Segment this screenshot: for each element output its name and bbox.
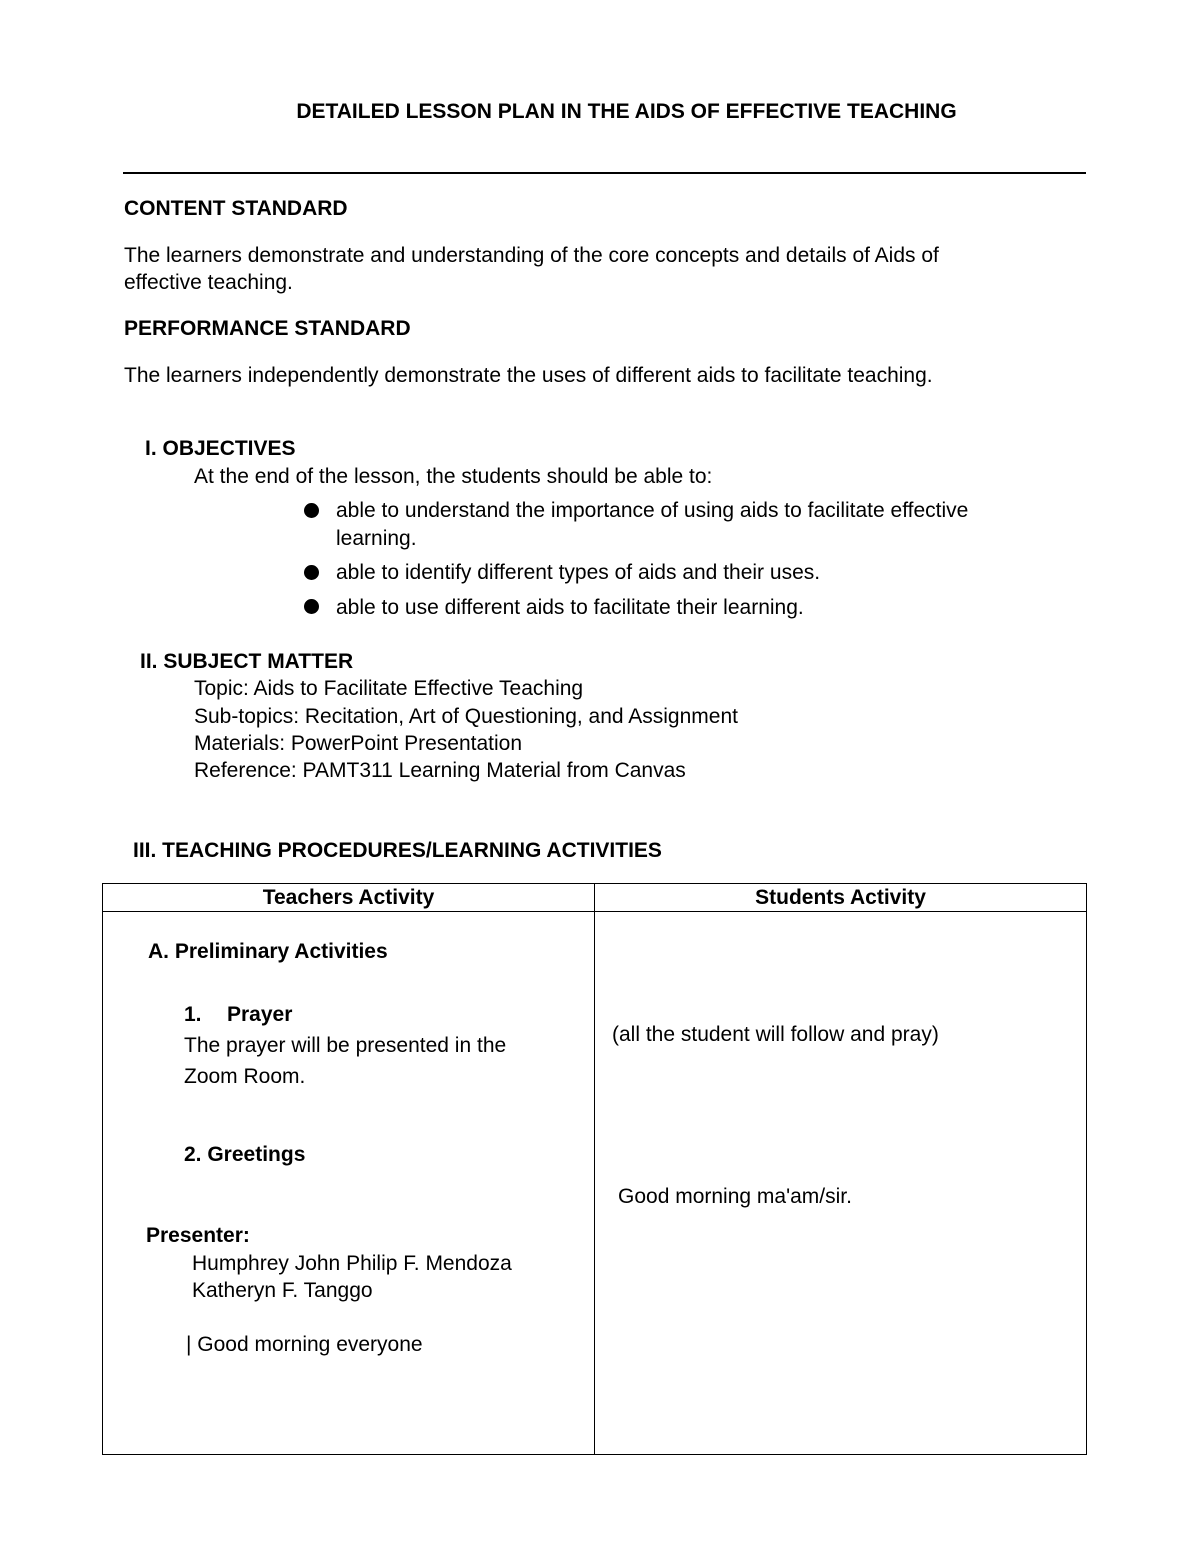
presenter-name-1: Humphrey John Philip F. Mendoza bbox=[192, 1252, 512, 1275]
content-standard-heading: CONTENT STANDARD bbox=[124, 197, 348, 220]
subject-matter-heading: II. SUBJECT MATTER bbox=[140, 650, 354, 673]
performance-standard-text: The learners independently demonstrate the uses of different aids to facilitate teaching. bbox=[124, 364, 933, 387]
procedures-heading: III. TEACHING PROCEDURES/LEARNING ACTIVITIES bbox=[133, 839, 662, 862]
subject-reference: Reference: PAMT311 Learning Material from Canvas bbox=[194, 759, 686, 782]
objective-item-1-line-1: able to understand the importance of using aids to facilitate effective bbox=[336, 499, 969, 522]
column-header-teachers-activity: Teachers Activity bbox=[103, 884, 595, 912]
column-header-students-activity: Students Activity bbox=[595, 884, 1087, 912]
bullet-icon bbox=[304, 503, 319, 518]
objectives-intro: At the end of the lesson, the students should be able to: bbox=[194, 465, 713, 488]
greetings-heading: 2. Greetings bbox=[184, 1143, 306, 1166]
greeting-text: | Good morning everyone bbox=[186, 1333, 423, 1356]
students-activity-cell bbox=[595, 912, 1087, 1455]
bullet-icon bbox=[304, 599, 319, 614]
prayer-response: (all the student will follow and pray) bbox=[612, 1023, 939, 1046]
table-row bbox=[103, 912, 1087, 1455]
bullet-icon bbox=[304, 565, 319, 580]
document-title: DETAILED LESSON PLAN IN THE AIDS OF EFFECTIVE TEACHING bbox=[296, 100, 957, 123]
prayer-heading: Prayer bbox=[227, 1003, 293, 1026]
procedures-table bbox=[102, 883, 1087, 1455]
objective-item-3: able to use different aids to facilitate their learning. bbox=[336, 596, 804, 619]
performance-standard-heading: PERFORMANCE STANDARD bbox=[124, 317, 411, 340]
subject-subtopics: Sub-topics: Recitation, Art of Questioning, and Assignment bbox=[194, 705, 738, 728]
content-standard-line-1: The learners demonstrate and understanding of the core concepts and details of Aids of bbox=[124, 244, 939, 267]
prayer-text-line-2: Zoom Room. bbox=[184, 1065, 306, 1088]
subject-materials: Materials: PowerPoint Presentation bbox=[194, 732, 522, 755]
presenter-label: Presenter: bbox=[146, 1224, 250, 1247]
objective-item-1-line-2: learning. bbox=[336, 527, 417, 550]
preliminary-activities-heading: A. Preliminary Activities bbox=[148, 940, 388, 963]
prayer-number: 1. bbox=[184, 1003, 202, 1026]
teachers-activity-cell bbox=[103, 912, 595, 1455]
title-divider bbox=[123, 172, 1086, 174]
objective-item-2: able to identify different types of aids and their uses. bbox=[336, 561, 821, 584]
table-header-row bbox=[103, 884, 1087, 912]
greeting-response: Good morning ma'am/sir. bbox=[618, 1185, 852, 1208]
objectives-heading: I. OBJECTIVES bbox=[145, 437, 296, 460]
subject-topic: Topic: Aids to Facilitate Effective Teaching bbox=[194, 677, 584, 700]
content-standard-line-2: effective teaching. bbox=[124, 271, 293, 294]
prayer-text-line-1: The prayer will be presented in the bbox=[184, 1034, 507, 1057]
presenter-name-2: Katheryn F. Tanggo bbox=[192, 1279, 373, 1302]
